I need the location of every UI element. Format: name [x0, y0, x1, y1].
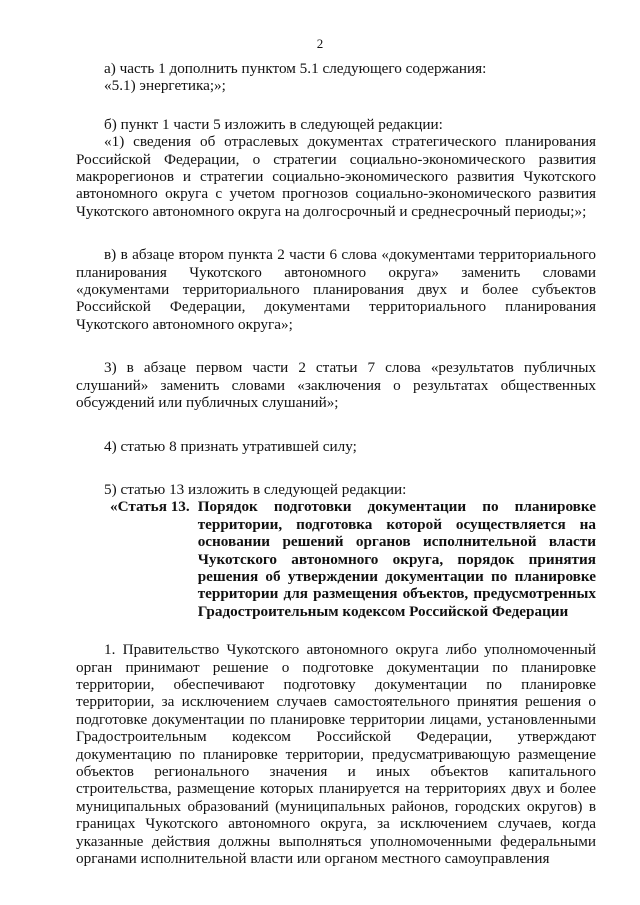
- amendment-3-text: 3) в абзаце первом части 2 статьи 7 слова «результатов публичных слушаний» заменить словами «заключения о результатах общественных обсуждений или публичных слушаний»;: [76, 359, 596, 412]
- amendment-c-text: в) в абзаце втором пункта 2 части 6 слова «документами территориального планирования Чукотского автономного округа» заменить словами «документами территориального планирования двух и более субъектов Российской Федерации, документами территориального планирования Чукотского автономного округа»;: [76, 246, 596, 333]
- amendment-5-intro: 5) статью 13 изложить в следующей редакции:: [104, 480, 407, 498]
- page-number: 2: [316, 36, 324, 51]
- amendment-a-text: «5.1) энергетика;»;: [104, 77, 226, 95]
- amendment-4-text: 4) статью 8 признать утратившей силу;: [104, 437, 357, 455]
- article-heading: [110, 498, 596, 620]
- article-paragraph-1: 1. Правительство Чукотского автономного округа либо уполномоченный орган принимают решение о подготовке документации по планировке территории, обеспечивают подготовку документации по планировке территории, за исключением случаев самостоятельного принятия решения о подготовке документации по планировке территории лицами, установленными Градостроительным кодексом Российской Федерации, утверждают документацию по планировке территории, предусматривающую размещение объектов регионального значения и иных объектов капитального строительства, размещение которых планируется на территориях двух и более муниципальных образований (муниципальных районов, городских округов) в границах Чукотского автономного округа, за исключением случаев, когда указанные действия должны выполняться уполномоченными федеральными органами исполнительной власти или органом местного самоуправления: [76, 641, 596, 868]
- document-body: [76, 60, 596, 867]
- article-title: Порядок подготовки документации по планировке территории, подготовка которой осуществляется на основании решений органов исполнительной власти Чукотского автономного округа, порядок принятия решения об утверждении документации по планировке территории для размещения объектов, предусмотренных Градостроительным кодексом Российской Федерации: [197, 498, 596, 620]
- amendment-b-text: «1) сведения об отраслевых документах стратегического планирования Российской Федерации, о стратегии социально-экономического развития макрорегионов и стратегии социально-экономического развития Чукотского автономного округа с учетом прогнозов социально-экономического развития Чукотского автономного округа на долгосрочный и среднесрочный периоды;»;: [76, 133, 596, 220]
- article-label: «Статья 13.: [110, 498, 190, 516]
- amendment-b-intro: б) пункт 1 части 5 изложить в следующей редакции:: [104, 115, 443, 133]
- amendment-a-intro: а) часть 1 дополнить пунктом 5.1 следующего содержания:: [104, 60, 487, 77]
